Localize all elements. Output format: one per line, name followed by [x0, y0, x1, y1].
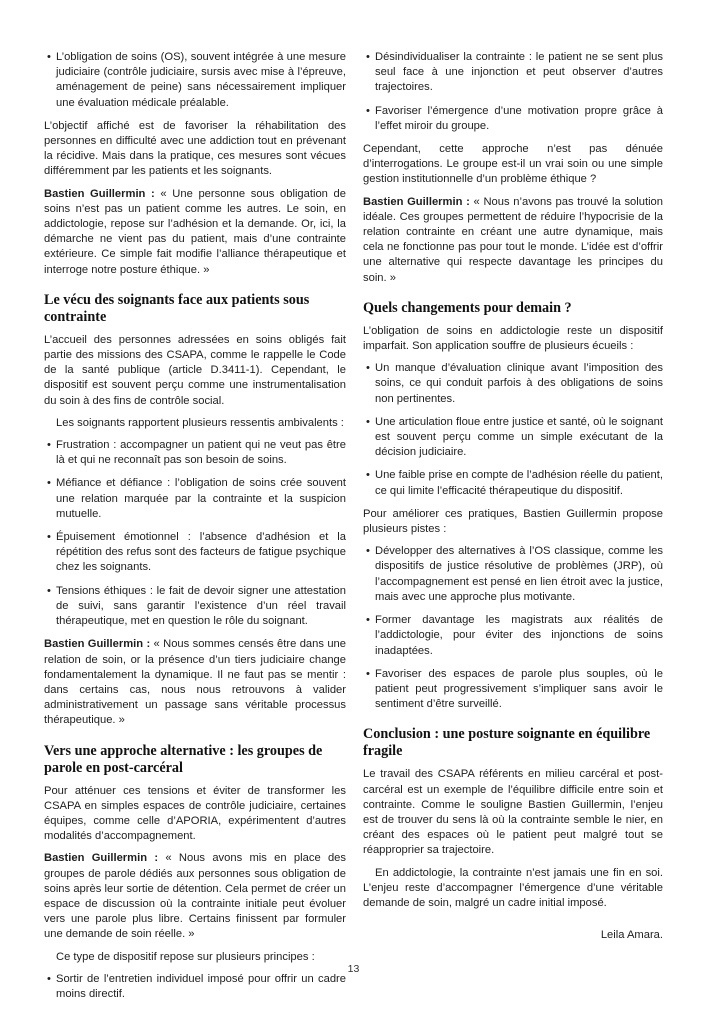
list-item: • Méfiance et défiance : l’obligation de soins crée souvent une relation marquée par la contrainte et la suspicion mutuelle.: [44, 476, 346, 522]
right-column: [363, 50, 663, 941]
paragraph: Le travail des CSAPA référents en milieu carcéral et post-carcéral est un exemple de l’équilibre difficile entre soin et contrainte. Comme le souligne Bastien Guillermin, l’enjeu est de trouver du sens là où la contrainte semble le nier, en créant des espaces où le patient peut malgré tout se réapproprier sa trajectoire.: [363, 768, 663, 857]
list-item: • Une faible prise en compte de l’adhésion réelle du patient, ce qui limite l’efficacité thérapeutique du dispositif.: [363, 468, 663, 498]
author-signature: Leila Amara.: [600, 929, 663, 942]
section-heading: Conclusion : une posture soignante en équilibre fragile: [363, 726, 651, 760]
quote-text: « Nous sommes censés être dans une relation de soin, or la présence d’un tiers judiciaire change fondamentalement la dynamique. Il ne faut pas se mentir : dans certains cas, nous nous retrouvons à valider administrativement un passage sans véritable processus thérapeutique. »: [44, 638, 346, 727]
section-heading: Vers une approche alternative : les groupes de parole en post-carcéral: [44, 742, 323, 776]
paragraph: Les soignants rapportent plusieurs ressentis ambivalents :: [56, 416, 344, 429]
bullet-list: [363, 544, 663, 712]
list-item: • Former davantage les magistrats aux réalités de l’addictologie, pour éviter des injonctions de soins inadaptées.: [363, 613, 663, 659]
quote-paragraph: [363, 195, 663, 286]
quote-paragraph: [44, 637, 346, 728]
bullet-list: [44, 972, 346, 1002]
list-item: • Développer des alternatives à l’OS classique, comme les dispositifs de justice résolutive de problèmes (JRP), où l’accompagnement est pensé en lien étroit avec la justice, mais avec une approche plus motivante.: [363, 544, 663, 605]
list-item: • Favoriser des espaces de parole plus souples, où le patient peut progressivement s’impliquer sans avoir le sentiment d’être surveillé.: [363, 667, 663, 713]
paragraph: Pour atténuer ces tensions et éviter de transformer les CSAPA en simples espaces de contrôle judiciaire, certaines équipes, comme celle d’APORIA, expérimentent d’autres modalités d’accompagnement.: [44, 784, 346, 843]
paragraph: L’accueil des personnes adressées en soins obligés fait partie des missions des CSAPA, comme le rappelle le Code de la santé publique (article D.3411-1). Cependant, le dispositif est souvent perçu comme une instrumentalisation du soin à des fins de contrôle social.: [44, 333, 346, 407]
bullet-list: [44, 438, 346, 629]
bullet-list: [363, 50, 663, 134]
speaker-name: Bastien Guillermin :: [44, 638, 151, 651]
list-item: • Frustration : accompagner un patient qui ne veut pas être là et qui ne reconnaît pas son besoin de soins.: [44, 438, 346, 468]
paragraph: En addictologie, la contrainte n’est jamais une fin en soi. L’enjeu reste d’accompagner l’émergence d’une véritable demande de soin, malgré un cadre initial imposé.: [363, 866, 663, 909]
speaker-name: Bastien Guillermin :: [363, 195, 470, 208]
section-heading: Le vécu des soignants face aux patients sous contrainte: [44, 291, 310, 325]
quote-text: « Nous avons mis en place des groupes de parole dédiés aux personnes sous obligation de soins après leur sortie de détention. Cela permet de créer un espace de discussion où la contrainte initiale peut évoluer vers une parole plus libre. Certains finissent par formuler une demande de soin réelle. »: [44, 852, 347, 941]
section-heading: Quels changements pour demain ?: [363, 299, 572, 316]
bullet-list: [363, 361, 663, 499]
list-item: • Tensions éthiques : le fait de devoir signer une attestation de suivi, sans garantir l’existence d’un réel travail thérapeutique, met en question le rôle du soignant.: [44, 584, 346, 630]
speaker-name: Bastien Guillermin :: [44, 187, 155, 200]
paragraph: Cependant, cette approche n’est pas dénuée d’interrogations. Le groupe est-il un vrai soin ou une simple gestion institutionnelle d’un problème éthique ?: [363, 143, 663, 186]
left-column: [44, 50, 346, 1010]
bullet-list: [44, 50, 346, 111]
list-item: • Un manque d’évaluation clinique avant l’imposition des soins, ce qui conduit parfois à des obligations de soins non pertinentes.: [363, 361, 663, 407]
list-item: • Désindividualiser la contrainte : le patient ne se sent plus seul face à une injonction et peut observer d’autres trajectoires.: [363, 50, 663, 96]
quote-text: « Une personne sous obligation de soins n’est pas un patient comme les autres. Le soin, en addictologie, repose sur l’adhésion et la demande. Or, ici, la démarche ne vient pas du patient, mais d’une contrainte extérieure. Ce simple fait modifie l’alliance thérapeutique et interroge notre posture éthique. »: [44, 187, 346, 276]
paragraph: Ce type de dispositif repose sur plusieurs principes :: [56, 950, 315, 963]
page-number: 13: [347, 963, 360, 975]
paragraph: L’objectif affiché est de favoriser la réhabilitation des personnes en difficulté avec une addiction tout en prévenant la récidive. Mais dans la pratique, ces mesures sont vécues différemment par les patients et les soignants.: [44, 119, 346, 178]
paragraph: L’obligation de soins en addictologie reste un dispositif imparfait. Son application souffre de plusieurs écueils :: [363, 324, 663, 353]
list-item: • Favoriser l’émergence d’une motivation propre grâce à l’effet miroir du groupe.: [363, 104, 663, 134]
paragraph: Pour améliorer ces pratiques, Bastien Guillermin propose plusieurs pistes :: [363, 507, 663, 536]
list-item: • Épuisement émotionnel : l’absence d’adhésion et la répétition des refus sont des facteurs de fatigue psychique chez les soignants.: [44, 530, 346, 576]
quote-paragraph: [44, 187, 346, 278]
speaker-name: Bastien Guillermin :: [44, 852, 159, 865]
quote-text: « Nous n’avons pas trouvé la solution idéale. Ces groupes permettent de réduire l’hypocrisie de la relation contrainte en créant une autre dynamique, mais cela ne fonctionne pas pour tout le monde. L’idée est d’offrir une alternative qui respecte davantage les principes du soin. »: [363, 195, 663, 284]
list-item: • Sortir de l’entretien individuel imposé pour offrir un cadre moins directif.: [44, 972, 346, 1002]
quote-paragraph: [44, 851, 346, 942]
list-item: • L’obligation de soins (OS), souvent intégrée à une mesure judiciaire (contrôle judiciaire, sursis avec mise à l’épreuve, aménagement de peine) sans nécessairement impliquer une évaluation médicale préalable.: [44, 50, 346, 111]
list-item: • Une articulation floue entre justice et santé, où le soignant est souvent perçu comme un simple exécutant de la décision judiciaire.: [363, 415, 663, 461]
